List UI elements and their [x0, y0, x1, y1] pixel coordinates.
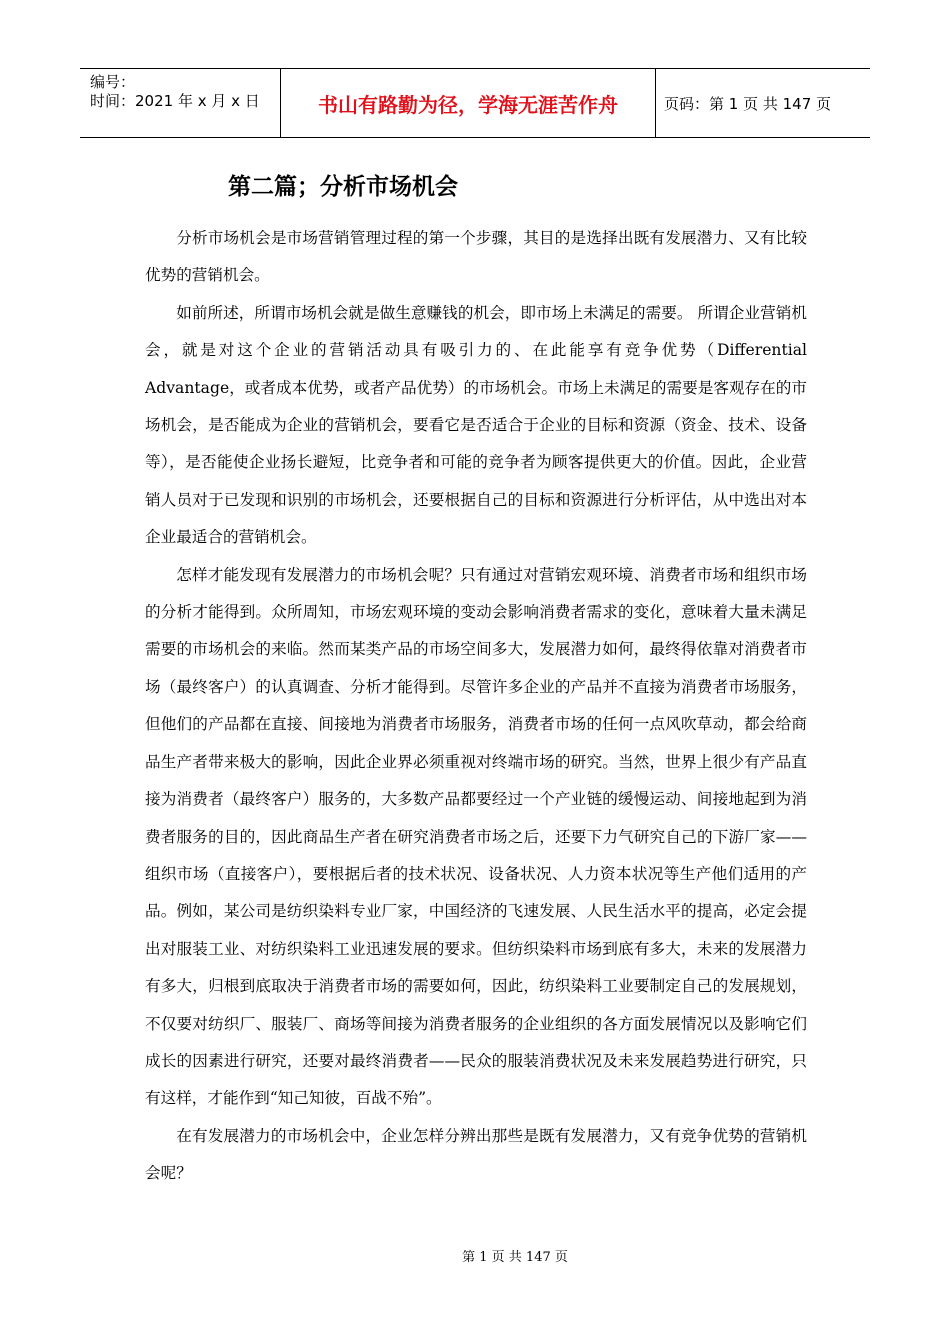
document-body: [145, 220, 807, 1193]
document-header: [80, 68, 870, 138]
paragraph: 怎样才能发现有发展潜力的市场机会呢？只有通过对营销宏观环境、消费者市场和组织市场的分析才能得到。众所周知，市场宏观环境的变动会影响消费者需求的变化，意味着大量未满足需要的市场机会的来临。然而某类产品的市场空间多大，发展潜力如何，最终得依靠对消费者市场（最终客户）的认真调查、分析才能得到。尽管许多企业的产品并不直接为消费者市场服务，但他们的产品都在直接、间接地为消费者市场服务，消费者市场的任何一点风吹草动，都会给商品生产者带来极大的影响，因此企业界必须重视对终端市场的研究。当然，世界上很少有产品直接为消费者（最终客户）服务的，大多数产品都要经过一个产业链的缓慢运动、间接地起到为消费者服务的目的，因此商品生产者在研究消费者市场之后，还要下力气研究自己的下游厂家——组织市场（直接客户），要根据后者的技术状况、设备状况、人力资本状况等生产他们适用的产品。例如，某公司是纺织染料专业厂家，中国经济的飞速发展、人民生活水平的提高，必定会提出对服装工业、对纺织染料工业迅速发展的要求。但纺织染料市场到底有多大，未来的发展潜力有多大，归根到底取决于消费者市场的需要如何，因此，纺织染料工业要制定自己的发展规划，不仅要对纺织厂、服装厂、商场等间接为消费者服务的企业组织的各方面发展情况以及影响它们成长的因素进行研究，还要对最终消费者——民众的服装消费状况及未来发展趋势进行研究，只有这样，才能作到“知己知彼，百战不殆”。: [145, 565, 807, 1108]
date-label: 时间：2021 年 x 月 x 日: [90, 92, 260, 110]
header-page-info: 页码：第 1 页 共 147 页: [664, 94, 832, 113]
page-footer: 第 1 页 共 147 页: [462, 1250, 568, 1265]
number-label: 编号：: [90, 73, 136, 91]
header-meta: [80, 69, 281, 137]
document-title: 第二篇；分析市场机会: [228, 174, 458, 200]
header-motto: 书山有路勤为径，学海无涯苦作舟: [281, 69, 656, 137]
paragraph: 在有发展潜力的市场机会中，企业怎样分辨出那些是既有发展潜力，又有竞争优势的营销机会呢？: [145, 1126, 807, 1183]
paragraph: 分析市场机会是市场营销管理过程的第一个步骤，其目的是选择出既有发展潜力、又有比较优势的营销机会。: [145, 229, 807, 285]
paragraph: 如前所述，所谓市场机会就是做生意赚钱的机会，即市场上未满足的需要。 所谓企业营销机会，就是对这个企业的营销活动具有吸引力的、在此能享有竞争优势（Differential Advantage，或者成本优势，或者产品优势）的市场机会。市场上未满足的需要是客观存在的市场机会，是否能成为企业的营销机会，要看它是否适合于企业的目标和资源（资金、技术、设备等），是否能使企业扬长避短，比竞争者和可能的竞争者为顾客提供更大的价值。因此，企业营销人员对于已发现和识别的市场机会，还要根据自己的目标和资源进行分析评估，从中选出对本企业最适合的营销机会。: [145, 303, 807, 547]
